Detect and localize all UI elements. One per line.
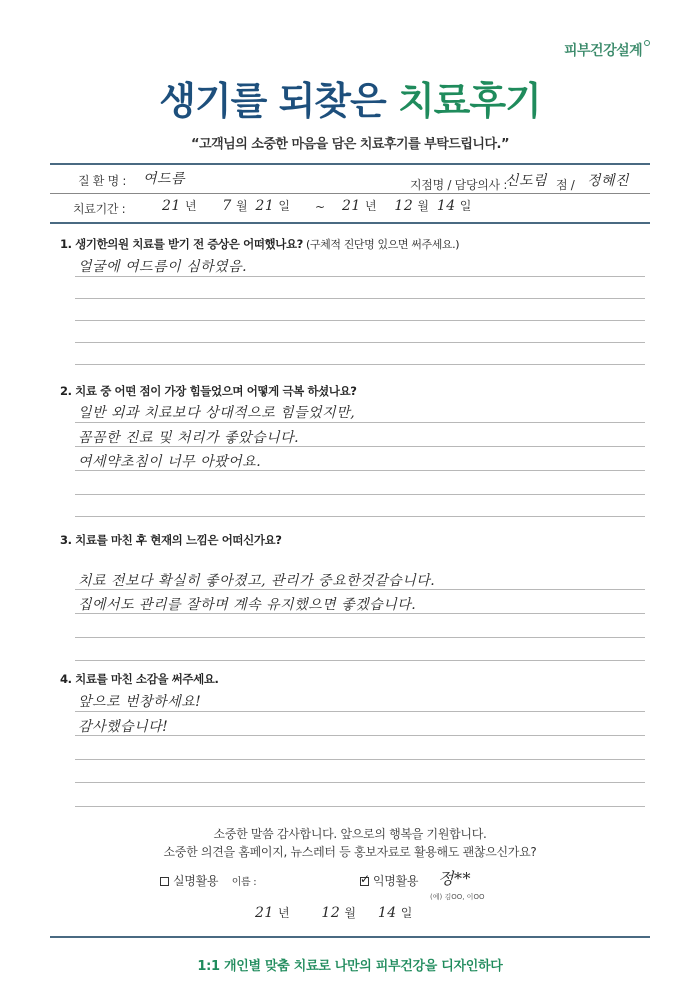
brand-logo	[564, 40, 650, 60]
period-end: 21 년 12 월 14 일	[342, 198, 472, 214]
question-4: 4. 치료를 마친 소감을 써주세요.	[60, 672, 219, 686]
answer-line	[75, 422, 645, 423]
answer-4-line-1[interactable]: 앞으로 번창하세요!	[78, 694, 202, 710]
start-day[interactable]: 21	[255, 198, 275, 214]
answer-3-line-2[interactable]: 집에서도 관리를 잘하며 계속 유지했으면 좋겠습니다.	[78, 597, 417, 613]
answer-2-line-3[interactable]: 여세약초침이 너무 아팠어요.	[78, 454, 262, 470]
doctor-value[interactable]: 정혜진	[587, 173, 630, 189]
start-year[interactable]: 21	[162, 198, 181, 214]
date-day[interactable]: 14	[377, 905, 397, 921]
answer-1-line-1[interactable]: 얼굴에 여드름이 심하였음.	[78, 259, 248, 275]
question-2: 2. 치료 중 어떤 점이 가장 힘들었으며 어떻게 극복 하셨나요?	[60, 384, 357, 398]
anonymous-checkbox[interactable]	[360, 872, 370, 886]
answer-line	[75, 298, 645, 299]
page-title	[0, 70, 700, 125]
name-label: 이름 :	[231, 877, 257, 888]
consent-question: 소중한 의견을 홈페이지, 뉴스레터 등 홍보자료로 활용해도 괜찮으신가요?	[163, 845, 537, 859]
branch-value[interactable]: 신도림	[505, 173, 548, 189]
checkmark-icon: ✓	[360, 872, 370, 886]
answer-line	[75, 806, 645, 807]
bottom-slogan: 1:1 개인별 맞춤 치료로 나만의 피부건강을 디자인하다	[197, 959, 503, 974]
date-month[interactable]: 12	[321, 905, 341, 921]
answer-line	[75, 589, 645, 590]
answer-2-line-2[interactable]: 꼼꼼한 진료 및 처리가 좋았습니다.	[78, 430, 300, 446]
branch-suffix: 점 /	[556, 178, 575, 192]
anonymous-example: (예) 김OO, 이OO	[430, 893, 485, 901]
answer-line	[75, 637, 645, 638]
end-day[interactable]: 14	[436, 198, 456, 214]
date-year[interactable]: 21	[255, 905, 274, 921]
page-subtitle: “고객님의 소중한 마음을 담은 치료후기를 부탁드립니다.”	[191, 137, 509, 152]
answer-line	[75, 494, 645, 495]
answer-line	[75, 782, 645, 783]
real-name-checkbox[interactable]	[160, 877, 169, 886]
answer-line	[75, 342, 645, 343]
info-mid-rule	[50, 193, 650, 194]
answer-line	[75, 613, 645, 614]
answer-line	[75, 364, 645, 365]
disease-label: 질 환 명 :	[78, 174, 127, 188]
brand-name: 피부건강설계	[564, 43, 643, 59]
anonymous-option[interactable]: ✓ 익명활용	[360, 872, 419, 888]
title-part2: 치료후기	[397, 79, 541, 123]
answer-line	[75, 516, 645, 517]
period-tilde: ~	[315, 200, 325, 214]
info-top-rule	[50, 163, 650, 165]
answer-2-line-1[interactable]: 일반 외과 치료보다 상대적으로 힘들었지만,	[78, 405, 356, 421]
answer-line	[75, 759, 645, 760]
title-part1: 생기를 되찾은	[159, 79, 398, 123]
start-month[interactable]: 7	[222, 198, 232, 214]
answer-line	[75, 711, 645, 712]
answer-4-line-2[interactable]: 감사했습니다!	[78, 719, 169, 735]
period-label: 치료기간 :	[73, 202, 126, 216]
signature-date: 21 년 12 월 14 일	[255, 905, 413, 921]
question-1: 1. 생기한의원 치료를 받기 전 증상은 어떠했나요? (구체적 진단명 있으면 써주세요.)	[60, 237, 460, 251]
info-bottom-rule	[50, 222, 650, 224]
end-year[interactable]: 21	[342, 198, 361, 214]
disease-value[interactable]: 여드름	[143, 171, 186, 187]
answer-line	[75, 446, 645, 447]
question-3: 3. 치료를 마친 후 현재의 느낌은 어떠신가요?	[60, 533, 282, 547]
real-name-option[interactable]: 실명활용 이름 :	[160, 872, 256, 889]
footer-rule	[50, 936, 650, 938]
branch-label: 지점명 / 담당의사 :	[410, 178, 508, 192]
answer-line	[75, 470, 645, 471]
brand-dot-icon	[644, 40, 650, 46]
end-month[interactable]: 12	[394, 198, 414, 214]
period-start: 21 년 7 월 21 일	[162, 198, 290, 214]
answer-line	[75, 660, 645, 661]
thanks-message: 소중한 말씀 감사합니다. 앞으로의 행복을 기원합니다.	[213, 827, 487, 841]
answer-line	[75, 320, 645, 321]
answer-line	[75, 735, 645, 736]
answer-line	[75, 276, 645, 277]
answer-3-line-1[interactable]: 치료 전보다 확실히 좋아졌고, 관리가 중요한것같습니다.	[78, 573, 436, 589]
anonymous-name[interactable]: 정**	[438, 869, 471, 888]
